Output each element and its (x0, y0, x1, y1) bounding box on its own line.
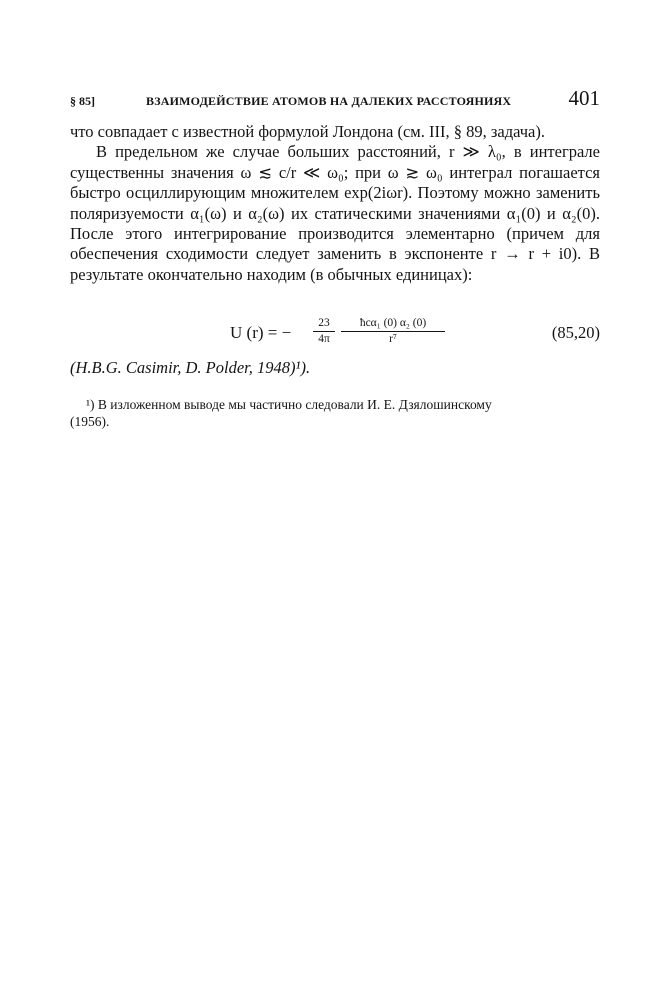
main-text (70, 122, 600, 285)
page-number: 401 (568, 86, 600, 110)
section-reference: § 85] (70, 94, 95, 108)
footnote-line-2: (1956). (70, 414, 110, 429)
footnote-line-1: ¹) В изложенном выводе мы частично следовали И. Е. Дзялошинскому (86, 397, 492, 412)
equation-fraction-coefficient (313, 317, 335, 346)
running-title: ВЗАИМОДЕЙСТВИЕ АТОМОВ НА ДАЛЕКИХ РАССТОЯНИЯХ (146, 94, 512, 108)
equation-fraction-main (341, 317, 445, 346)
footnote (70, 396, 600, 430)
equation-lhs: U (r) = − (230, 323, 292, 342)
paragraph-1: что совпадает с известной формулой Лондона (см. III, § 89, задача). (70, 122, 545, 141)
fraction-coefficient-numerator: 23 (318, 317, 330, 329)
fraction-coefficient-denominator: 4π (318, 333, 330, 345)
paragraph-2: В предельном же случае больших расстояний, r ≫ λ₀, в интеграле существенны значения ω ≲ c/r ≪ ω₀; при ω ≳ ω₀ интеграл погашается быстро осциллирующим множителем exp(2iωr). Поэтому можно заменить поляризуемости α₁(ω) и α₂(ω) их статическими значениями α₁(0) и α₂(0). После этого интегрирование производится элементарно (причем для обеспечения сходимости следует заменить в экспоненте r → r + i0). В результате окончательно находим (в обычных единицах): (70, 142, 600, 284)
equation-number: (85,20) (551, 323, 600, 342)
equation-85-20 (70, 312, 600, 358)
fraction-main-denominator: r⁷ (389, 333, 397, 345)
page-header (70, 86, 600, 112)
citation: (H.B.G. Casimir, D. Polder, 1948)¹). (70, 358, 311, 377)
fraction-main-numerator: ħcα₁ (0) α₂ (0) (359, 317, 427, 329)
